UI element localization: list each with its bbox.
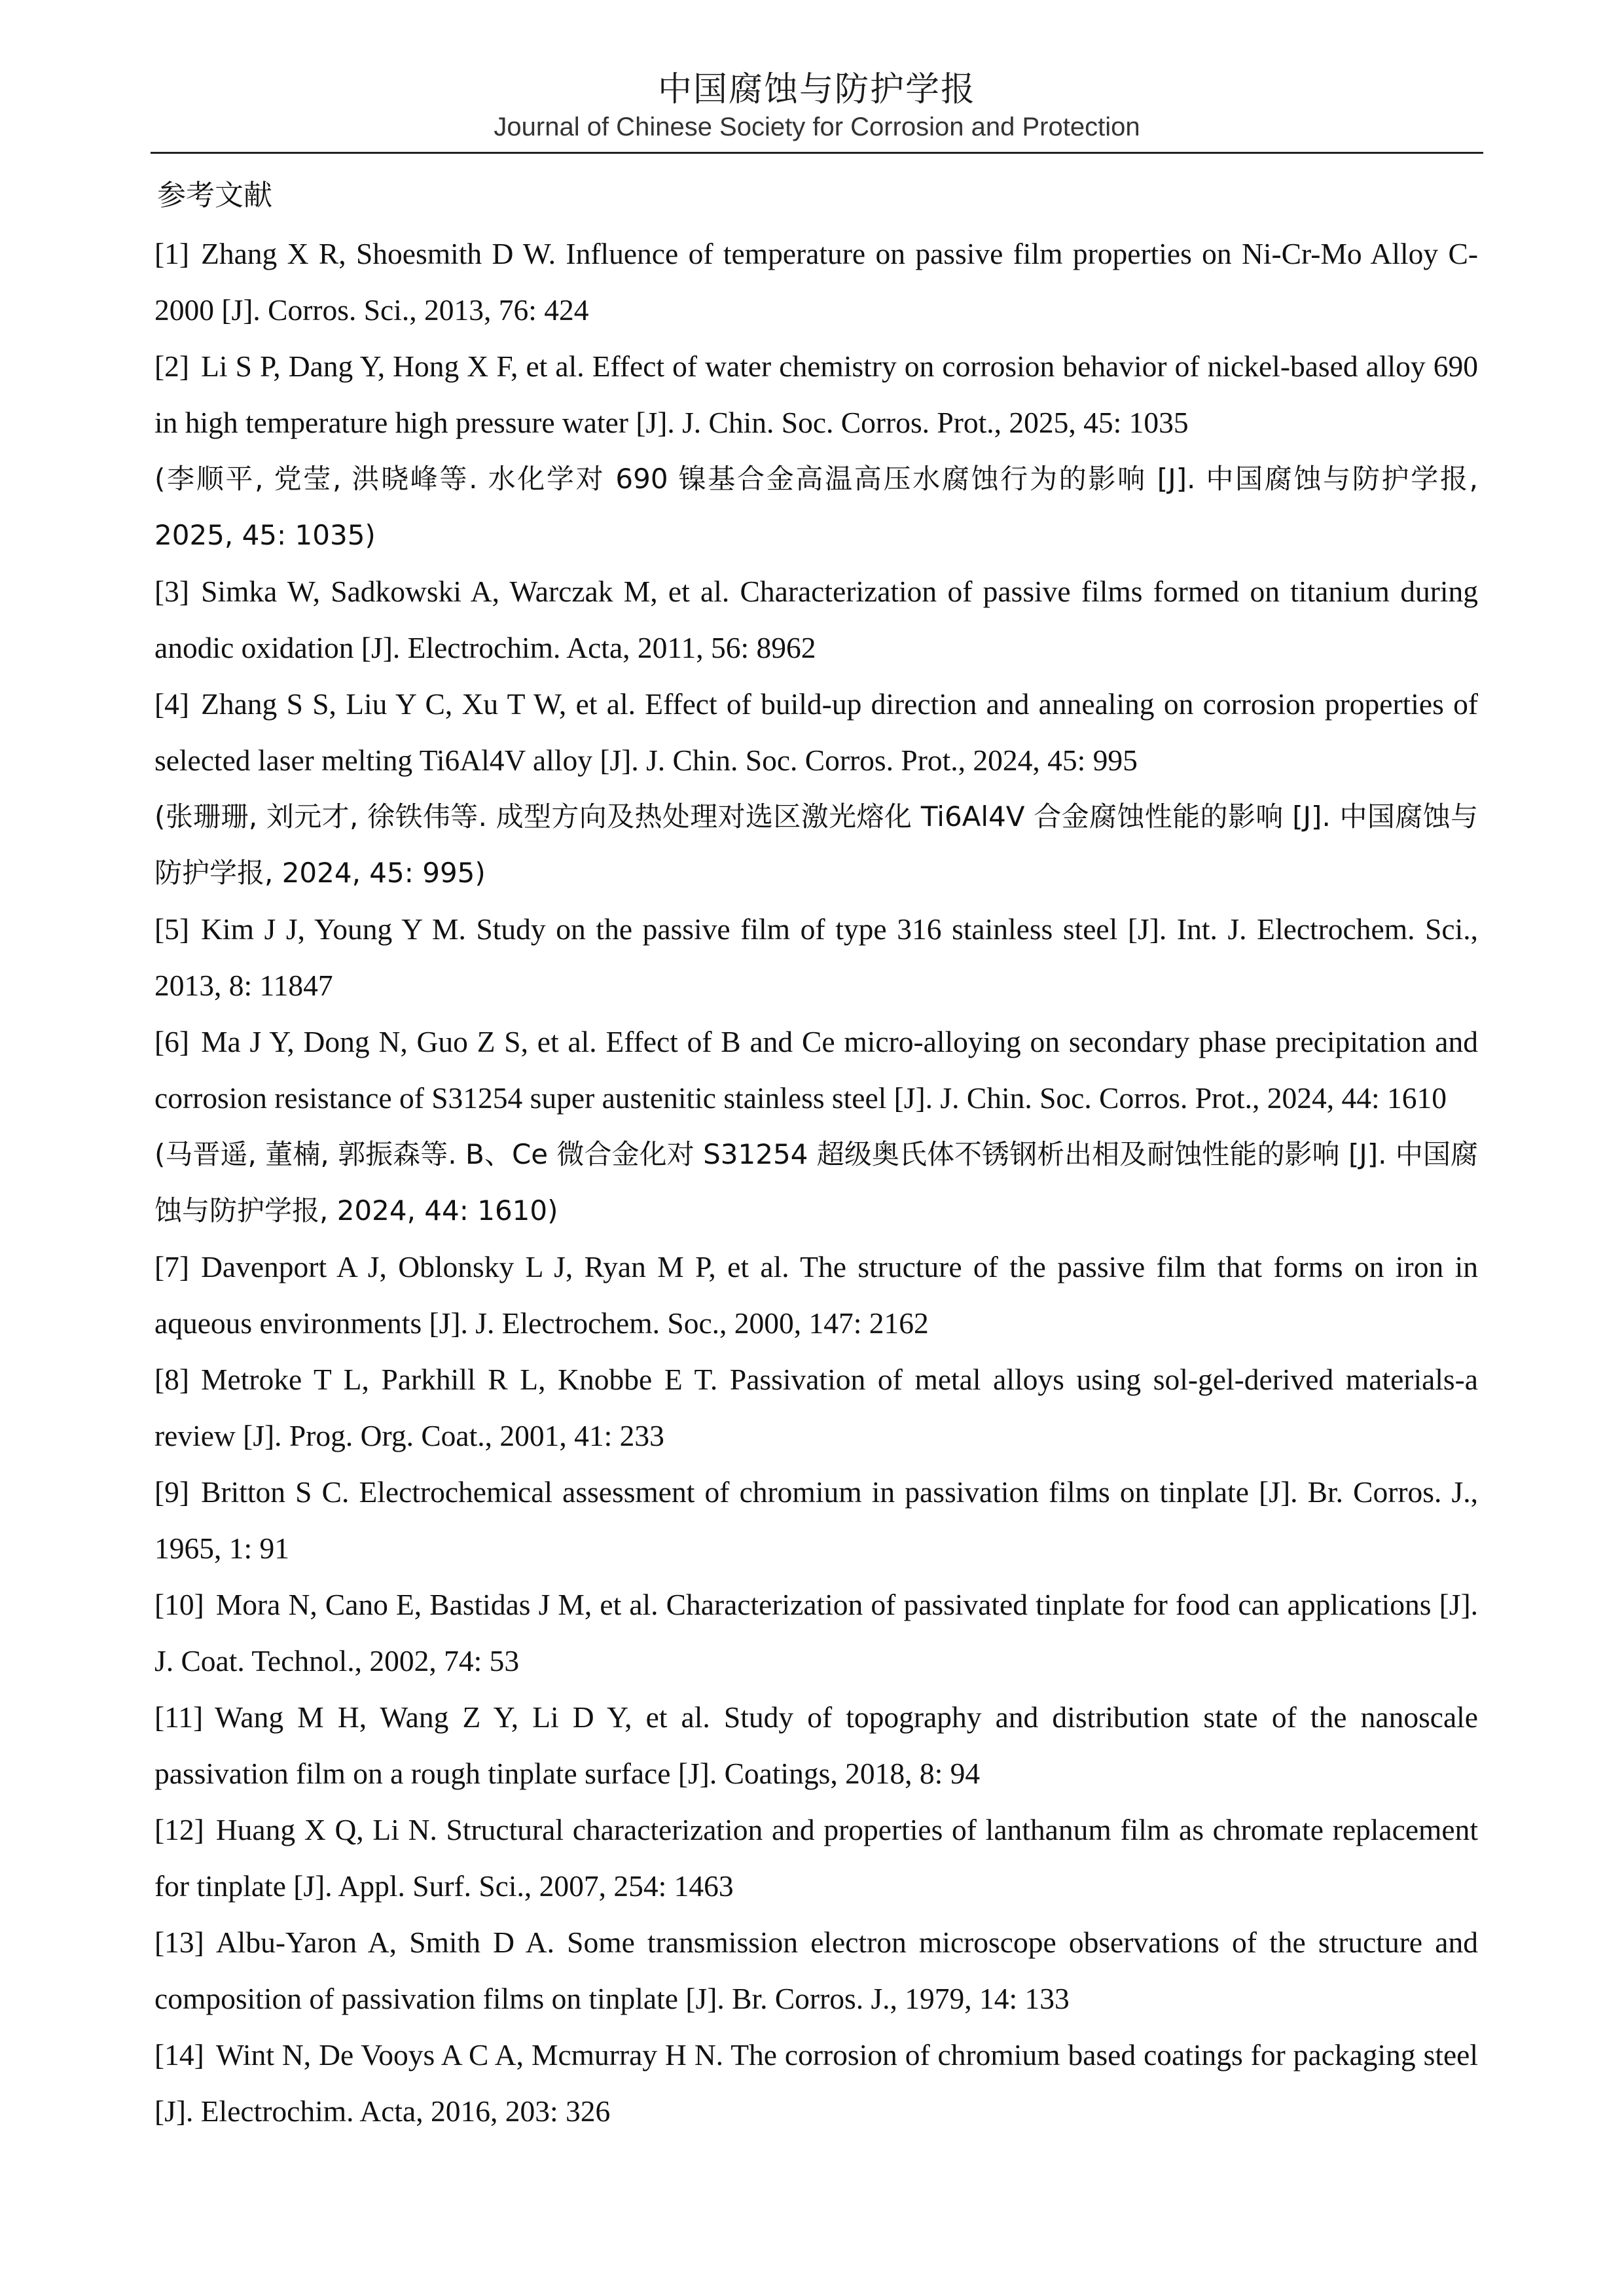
reference-text: Metroke T L, Parkhill R L, Knobbe E T. Passivation of metal alloys using sol-gel-derived materials-a review [J]. Prog. Org. Coat., 2001, 41: 233 — [154, 1363, 1478, 1452]
reference-text: Wang M H, Wang Z Y, Li D Y, et al. Study of topography and distribution state of the nanoscale passivation film on a rough tinplate surface [J]. Coatings, 2018, 8: 94 — [154, 1700, 1478, 1790]
page-header — [151, 52, 1483, 154]
reference-item — [154, 1689, 1478, 1802]
reference-number: [4] — [154, 687, 190, 721]
journal-title-english: Journal of Chinese Society for Corrosion and Protection — [494, 113, 1140, 141]
reference-chinese: (马晋遥, 董楠, 郭振森等. B、Ce 微合金化对 S31254 超级奥氏体不锈钢析出相及耐蚀性能的影响 [J]. 中国腐蚀与防护学报, 2024, 44: 1610) — [154, 1138, 1478, 1227]
reference-english — [154, 676, 1478, 789]
references-heading: 参考文献 — [157, 179, 272, 212]
journal-title-chinese: 中国腐蚀与防护学报 — [657, 70, 976, 109]
reference-chinese: (李顺平, 党莹, 洪晓峰等. 水化学对 690 镍基合金高温高压水腐蚀行为的影响 [J]. 中国腐蚀与防护学报, 2025, 45: 1035) — [154, 463, 1478, 551]
reference-item — [154, 901, 1478, 1014]
reference-text: Mora N, Cano E, Bastidas J M, et al. Characterization of passivated tinplate for food can applications [J]. J. Coat. Technol., 2002, 74: 53 — [154, 1588, 1478, 1677]
reference-text: Davenport A J, Oblonsky L J, Ryan M P, et al. The structure of the passive film that forms on iron in aqueous environments [J]. J. Electrochem. Soc., 2000, 147: 2162 — [154, 1250, 1478, 1340]
reference-list — [154, 226, 1478, 2140]
reference-number: [11] — [154, 1700, 204, 1734]
reference-item — [154, 1577, 1478, 1689]
reference-english — [154, 1464, 1478, 1577]
reference-number: [2] — [154, 350, 190, 383]
reference-item — [154, 676, 1478, 901]
reference-number: [7] — [154, 1250, 190, 1283]
reference-item — [154, 1014, 1478, 1239]
reference-text: Simka W, Sadkowski A, Warczak M, et al. Characterization of passive films formed on titanium during anodic oxidation [J]. Electrochim. Acta, 2011, 56: 8962 — [154, 575, 1478, 664]
reference-english — [154, 1802, 1478, 1914]
reference-item — [154, 226, 1478, 338]
reference-number: [5] — [154, 912, 190, 946]
reference-text: Albu-Yaron A, Smith D A. Some transmission electron microscope observations of the structure and composition of passivation films on tinplate [J]. Br. Corros. J., 1979, 14: 133 — [154, 1926, 1478, 2015]
reference-english — [154, 1577, 1478, 1689]
reference-english — [154, 1689, 1478, 1802]
reference-text: Kim J J, Young Y M. Study on the passive film of type 316 stainless steel [J]. Int. J. Electrochem. Sci., 2013, 8: 11847 — [154, 912, 1478, 1002]
reference-number: [12] — [154, 1813, 204, 1846]
reference-item — [154, 2027, 1478, 2140]
reference-number: [13] — [154, 1926, 204, 1959]
reference-number: [6] — [154, 1025, 190, 1058]
reference-english — [154, 1239, 1478, 1352]
reference-item — [154, 338, 1478, 564]
reference-english — [154, 1014, 1478, 1126]
reference-number: [8] — [154, 1363, 190, 1396]
reference-text: Zhang X R, Shoesmith D W. Influence of temperature on passive film properties on Ni-Cr-Mo Alloy C-2000 [J]. Corros. Sci., 2013, 76: 424 — [154, 237, 1478, 327]
reference-english — [154, 1352, 1478, 1464]
reference-number: [10] — [154, 1588, 204, 1621]
reference-text: Zhang S S, Liu Y C, Xu T W, et al. Effect of build-up direction and annealing on corrosion properties of selected laser melting Ti6Al4V alloy [J]. J. Chin. Soc. Corros. Prot., 2024, 45: 995 — [154, 687, 1478, 777]
reference-item — [154, 1352, 1478, 1464]
reference-english — [154, 1914, 1478, 2027]
reference-text: Li S P, Dang Y, Hong X F, et al. Effect of water chemistry on corrosion behavior of nickel-based alloy 690 in high temperature high pressure water [J]. J. Chin. Soc. Corros. Prot., 2025, 45: 1035 — [154, 350, 1478, 439]
reference-item — [154, 1914, 1478, 2027]
reference-item — [154, 1802, 1478, 1914]
reference-text: Huang X Q, Li N. Structural characterization and properties of lanthanum film as chromate replacement for tinplate [J]. Appl. Surf. Sci., 2007, 254: 1463 — [154, 1813, 1478, 1903]
reference-english — [154, 901, 1478, 1014]
reference-text: Britton S C. Electrochemical assessment of chromium in passivation films on tinplate [J]. Br. Corros. J., 1965, 1: 91 — [154, 1475, 1478, 1565]
reference-number: [1] — [154, 237, 190, 270]
reference-number: [14] — [154, 2038, 204, 2072]
reference-chinese: (张珊珊, 刘元才, 徐铁伟等. 成型方向及热处理对选区激光熔化 Ti6Al4V 合金腐蚀性能的影响 [J]. 中国腐蚀与防护学报, 2024, 45: 995) — [154, 800, 1478, 889]
reference-english — [154, 2027, 1478, 2140]
reference-number: [3] — [154, 575, 190, 608]
reference-english — [154, 564, 1478, 676]
reference-number: [9] — [154, 1475, 190, 1509]
reference-text: Wint N, De Vooys A C A, Mcmurray H N. The corrosion of chromium based coatings for packaging steel [J]. Electrochim. Acta, 2016, 203: 326 — [154, 2038, 1478, 2128]
reference-item — [154, 1464, 1478, 1577]
reference-english — [154, 226, 1478, 338]
reference-english — [154, 338, 1478, 451]
reference-item — [154, 1239, 1478, 1352]
reference-item — [154, 564, 1478, 676]
reference-text: Ma J Y, Dong N, Guo Z S, et al. Effect of B and Ce micro-alloying on secondary phase precipitation and corrosion resistance of S31254 super austenitic stainless steel [J]. J. Chin. Soc. Corros. Prot., 2024, 44: 1610 — [154, 1025, 1478, 1115]
